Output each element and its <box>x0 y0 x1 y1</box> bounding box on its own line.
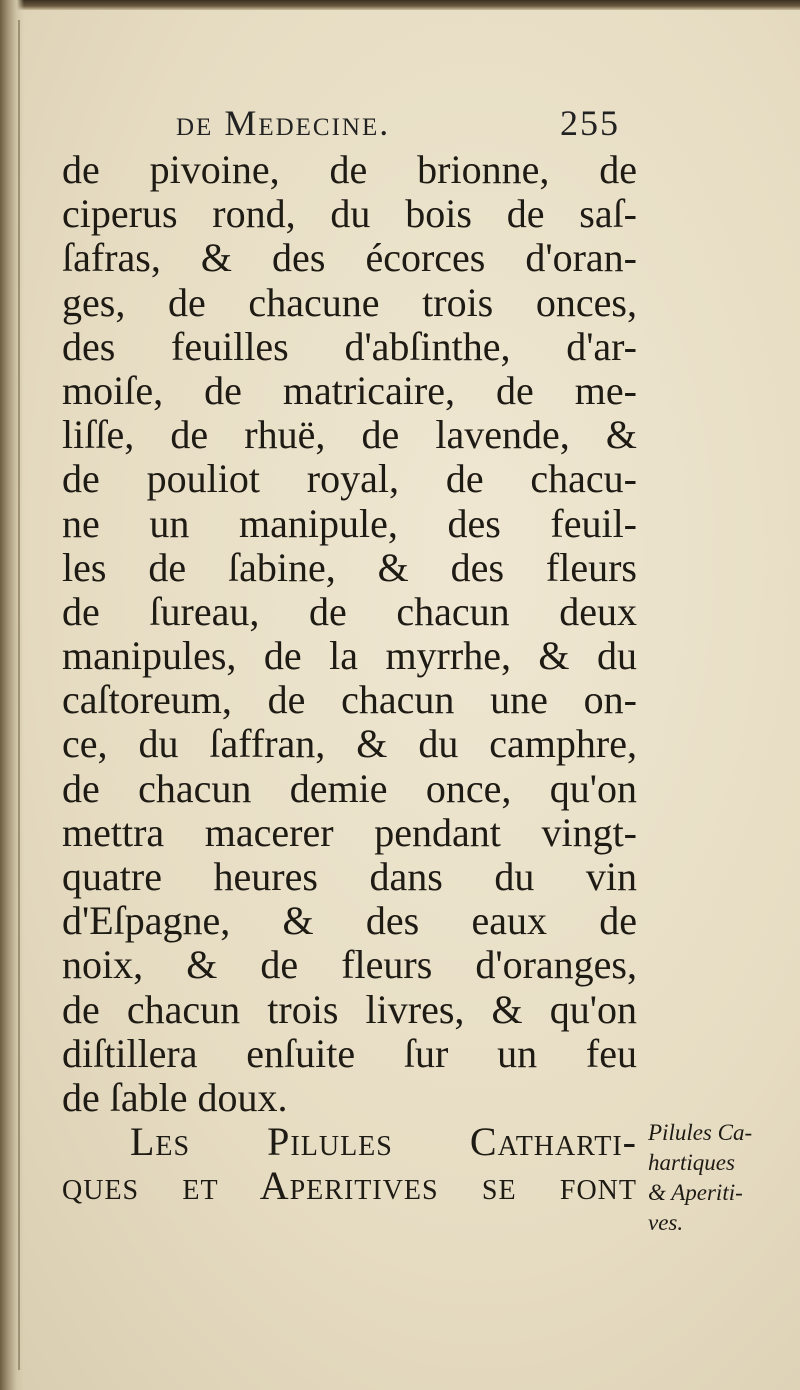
margin-note-line: & Aperiti- <box>648 1180 743 1205</box>
text-line: des feuilles d'abſinthe, d'ar- <box>62 323 637 369</box>
binding-gutter <box>0 0 24 1390</box>
running-head <box>176 102 620 146</box>
text-line: de pouliot royal, de chacu- <box>62 456 637 502</box>
text-line: ſafras, & des écorces d'oran- <box>62 235 637 281</box>
text-line: de chacun demie once, qu'on <box>62 765 637 811</box>
text-line: liſſe, de rhuë, de lavende, & <box>62 412 637 458</box>
text-line: moiſe, de matricaire, de me- <box>62 367 637 413</box>
page-top-edge <box>0 0 800 10</box>
section-heading-line: ques et Aperitives ſe font <box>62 1163 637 1209</box>
margin-note-line: ves. <box>648 1210 684 1235</box>
margin-note <box>648 1118 798 1238</box>
text-line: d'Eſpagne, & des eaux de <box>62 898 637 944</box>
text-line: quatre heures dans du vin <box>62 854 637 899</box>
margin-note-line: hartiques <box>648 1150 735 1175</box>
text-line: ciperus rond, du bois de saſ- <box>62 191 637 237</box>
text-line: de pivoine, de brionne, de <box>62 147 637 192</box>
text-line: noix, & de fleurs d'oranges, <box>62 942 637 988</box>
margin-note-line: Pilules Ca- <box>648 1120 753 1145</box>
text-line: ges, de chacune trois onces, <box>62 279 637 325</box>
text-line: caſtoreum, de chacun une on- <box>62 677 637 723</box>
text-line: diſtillera enſuite ſur un feu <box>62 1030 637 1076</box>
running-head-title: de Medecine. <box>176 103 391 143</box>
section-heading-line: Les Pilules Catharti- <box>130 1119 637 1165</box>
text-line: les de ſabine, & des fleurs <box>62 544 637 590</box>
text-line: mettra macerer pendant vingt- <box>62 809 637 855</box>
text-line: manipules, de la myrrhe, & du <box>62 633 637 679</box>
text-line: de ſureau, de chacun deux <box>62 588 637 634</box>
gutter-line <box>18 20 20 1370</box>
body-text <box>62 148 637 1209</box>
page-number: 255 <box>560 103 620 143</box>
text-line: ne un manipule, des feuil- <box>62 500 637 546</box>
text-line: ce, du ſaffran, & du camphre, <box>62 721 637 767</box>
text-line: de ſable doux. <box>62 1074 288 1120</box>
text-line: de chacun trois livres, & qu'on <box>62 986 637 1032</box>
